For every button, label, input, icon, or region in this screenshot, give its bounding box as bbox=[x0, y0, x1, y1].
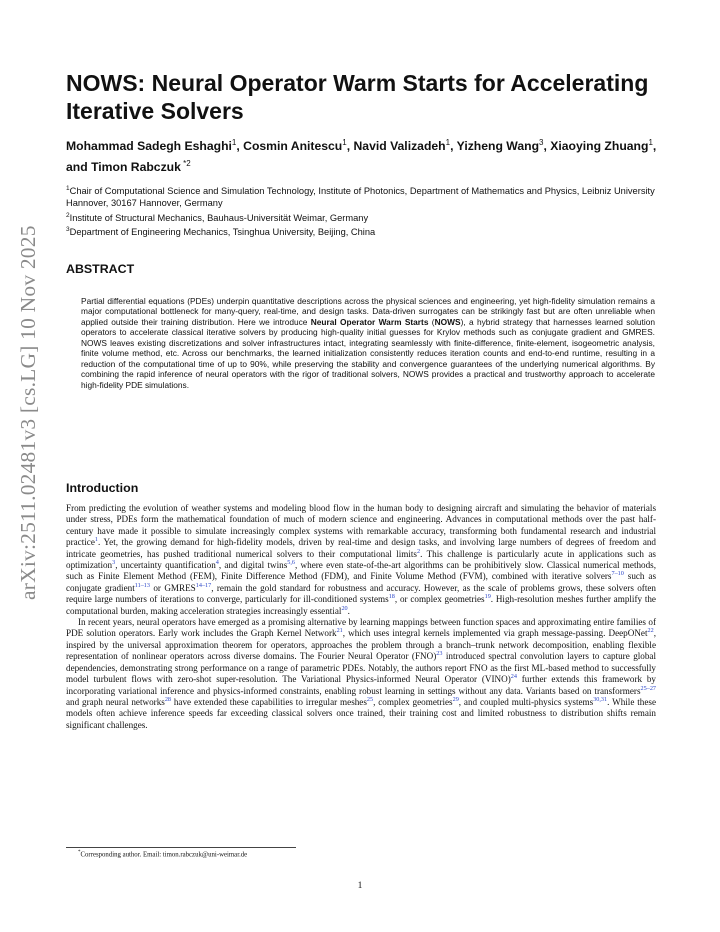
footnote-divider bbox=[66, 847, 296, 848]
author-separator: , bbox=[346, 139, 354, 154]
intro-text: , and digital twins bbox=[218, 560, 288, 571]
citation-link[interactable]: 20 bbox=[341, 604, 348, 612]
citation-link[interactable]: 5,6 bbox=[287, 558, 295, 566]
intro-text: . bbox=[347, 605, 350, 616]
author-separator: , bbox=[543, 139, 551, 154]
citation-link[interactable]: 23 bbox=[436, 650, 443, 658]
citation-link[interactable]: 19 bbox=[484, 593, 491, 601]
intro-text: or GMRES bbox=[149, 582, 196, 593]
intro-text: and graph neural networks bbox=[66, 696, 165, 707]
introduction-body bbox=[66, 503, 656, 731]
arxiv-identifier-stamp: arXiv:2511.02481v3 [cs.LG] 10 Nov 2025 bbox=[16, 225, 40, 600]
author-name: Navid Valizadeh bbox=[353, 139, 446, 154]
citation-link[interactable]: 4 bbox=[215, 558, 219, 566]
intro-text: , which uses integral kernels implemented via graph message-passing. DeepONet bbox=[342, 628, 648, 639]
author-name: Yizheng Wang bbox=[456, 139, 540, 154]
affiliation-line bbox=[66, 224, 666, 238]
affiliation-text: Chair of Computational Science and Simulation Technology, Institute of Photonics, Department of Mathematics and Physics, Leibniz University Hannover, 30167 Hannover, Germany bbox=[66, 186, 655, 209]
intro-text: , inspired by the universal approximation theorem for operators, approaches the problem through a branch–trunk network decomposition, enabling flexible representation of nonlinear operators across diverse domains. The Fourier Neural Operator (FNO) bbox=[66, 628, 656, 662]
intro-text: , and coupled multi-physics systems bbox=[458, 696, 594, 707]
abstract-text: Partial differential equations (PDEs) underpin quantitative descriptions across the physical sciences and engineering, yet high-fidelity simulation remains a major computational bottleneck for many-query, real-time, and design tasks. Data-driven surrogates can be strikingly fast but are often unreliable when applied outside their training distribution. Here we introduce bbox=[81, 296, 655, 327]
citation-link[interactable]: 1 bbox=[94, 536, 98, 544]
author-affiliation-mark: 1 bbox=[342, 138, 347, 147]
affiliation-mark: 3 bbox=[66, 226, 70, 234]
affiliation-text: Department of Engineering Mechanics, Tsinghua University, Beijing, China bbox=[69, 227, 376, 238]
citation-link[interactable]: 11–13 bbox=[134, 581, 150, 589]
author-affiliation-mark: 1 bbox=[445, 138, 451, 147]
method-acronym: NOWS bbox=[434, 316, 461, 327]
author-separator: , bbox=[450, 139, 457, 154]
author-separator: , bbox=[236, 139, 244, 154]
author-name: Cosmin Anitescu bbox=[243, 139, 343, 154]
citation-link[interactable]: 25 bbox=[366, 695, 374, 703]
citation-link[interactable]: 28 bbox=[164, 695, 171, 703]
intro-text: From predicting the evolution of weather systems and modeling blood flow in the human body to designing aircraft and simulating the behavior of materials under stress, PDEs form the mathematical foundation of much of modern science and engineering. Advances in computational methods over the past half-century have made it possible to simulate increasingly complex systems with remarkable accuracy, transforming both fundamental research and industrial practice bbox=[66, 503, 656, 548]
intro-text: , or complex geometries bbox=[394, 594, 485, 605]
footnote-mark: * bbox=[78, 850, 81, 855]
intro-text: , complex geometries bbox=[373, 696, 453, 707]
author-affiliation-mark: 1 bbox=[231, 138, 237, 147]
footnote-text: Corresponding author. Email: timon.rabczuk@uni-weimar.de bbox=[80, 851, 248, 859]
intro-text: further extends this framework by incorporating variational inference and physics-informed constraints, enabling robust learning in settings without any data. Variants based on transformers bbox=[66, 674, 656, 696]
author-affiliation-mark: 3 bbox=[539, 138, 544, 147]
author-name: Mohammad Sadegh Eshaghi bbox=[66, 139, 232, 154]
affiliation-text: Institute of Structural Mechanics, Bauhaus-Universität Weimar, Germany bbox=[69, 212, 369, 223]
abstract-text: ), a hybrid strategy that harnesses learned solution operators to accelerate classical iterative solvers by producing high-quality initial guesses for Krylov methods such as conjugate gradient and GMRES. NOWS leaves existing discretizations and solver infrastructures intact, integrating seamlessly with finite-difference, finite-element, isogeometric analysis, finite volume method, etc. Across our benchmarks, the learned initialization consistently reduces iteration counts and end-to-end runtime, resulting in a reduction of the computational time of up to 90%, while preserving the stability and convergence guarantees of the underlying numerical algorithms. By combining the rapid inference of neural operators with the rigor of traditional solvers, NOWS provides a practical and trustworthy approach to accelerate high-fidelity PDE simulations. bbox=[81, 316, 655, 390]
intro-paragraph bbox=[66, 503, 656, 617]
intro-text: such as conjugate gradient bbox=[66, 571, 656, 593]
citation-link[interactable]: 21 bbox=[336, 627, 343, 635]
intro-text: , remain the gold standard for robustness and accuracy. However, as the scale of problems grows, these solvers often require large numbers of iterations to converge, particularly for ill-conditioned systems bbox=[66, 582, 656, 605]
affiliations bbox=[66, 183, 666, 238]
paper-title: NOWS: Neural Operator Warm Starts for Accelerating Iterative Solvers bbox=[66, 70, 649, 124]
author-list bbox=[66, 134, 666, 176]
author-affiliation-mark: 1 bbox=[648, 138, 653, 147]
citation-link[interactable]: 24 bbox=[510, 673, 517, 681]
method-name: Neural Operator Warm Starts bbox=[310, 316, 429, 327]
intro-text: . This challenge is particularly acute in applications such as optimization bbox=[66, 548, 656, 571]
introduction-heading: Introduction bbox=[66, 481, 139, 495]
page-number: 1 bbox=[357, 881, 363, 891]
citation-link[interactable]: 14–17 bbox=[195, 581, 212, 589]
author-affiliation-mark: *2 bbox=[180, 159, 191, 169]
citation-link[interactable]: 2 bbox=[416, 547, 421, 555]
intro-text: , uncertainty quantification bbox=[115, 560, 216, 571]
abstract-heading: ABSTRACT bbox=[66, 262, 135, 276]
intro-text: introduced spectral convolution layers to capture global dependencies, demonstrating strong performance on a range of parametric PDEs. Notably, the authors report FNO as the first ML-based method to successfully model turbulent flows with zero-shot super-resolution. The Variational Physics-informed Neural Operator (VINO) bbox=[66, 651, 656, 685]
author-name: Xiaoying Zhuang bbox=[550, 139, 649, 154]
citation-link[interactable]: 18 bbox=[388, 593, 395, 601]
intro-text: In recent years, neural operators have emerged as a promising alternative by learning mappings between function spaces and approximating entire families of PDE solution operators. Early work includes the Graph Kernel Network bbox=[66, 617, 656, 639]
citation-link[interactable]: 25–27 bbox=[640, 684, 656, 692]
citation-link[interactable]: 3 bbox=[112, 558, 116, 566]
intro-text: . While these models often achieve inference speeds far exceeding classical solvers once trained, their training cost and limited robustness to distribution shifts remain significant challenges. bbox=[66, 696, 657, 730]
affiliation-line bbox=[66, 210, 666, 224]
citation-link[interactable]: 29 bbox=[452, 695, 459, 703]
intro-text: have extended these capabilities to irregular meshes bbox=[171, 696, 367, 707]
intro-paragraph bbox=[66, 617, 656, 731]
affiliation-mark: 2 bbox=[66, 211, 70, 219]
author-separator: , and bbox=[66, 139, 657, 175]
author-name: Timon Rabczuk bbox=[91, 160, 181, 175]
intro-text: . Yet, the growing demand for high-fidelity models, driven by real-time and design tasks, and involving large numbers of degrees of freedom and intricate geometries, has pushed traditional numerical solvers to their computational limits bbox=[66, 537, 656, 559]
affiliation-mark: 1 bbox=[66, 185, 70, 192]
affiliation-line bbox=[66, 183, 666, 210]
intro-text: . High-resolution meshes further amplify the computational burden, making acceleration strategies increasingly essential bbox=[66, 594, 656, 616]
abstract-body bbox=[81, 296, 655, 390]
abstract-paren: ( bbox=[428, 316, 435, 327]
citation-link[interactable]: 30,31 bbox=[593, 695, 608, 703]
citation-link[interactable]: 22 bbox=[647, 627, 654, 635]
citation-link[interactable]: 7–10 bbox=[611, 570, 624, 578]
intro-text: , where even state-of-the-art algorithms can be prohibitively slow. Classical numerical methods, such as Finite Element Method (FEM), Finite Difference Method (FDM), and Finite Volume Method (FVM), combined with iterative solvers bbox=[66, 560, 657, 582]
footnote bbox=[78, 850, 247, 858]
